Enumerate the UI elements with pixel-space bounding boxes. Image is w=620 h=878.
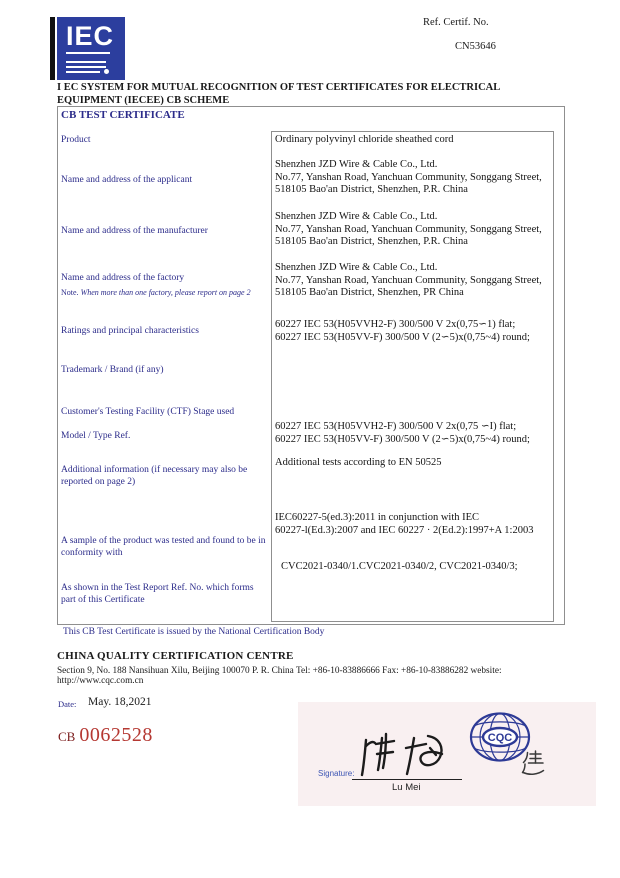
value-line: Shenzhen JZD Wire & Cable Co., Ltd. [275, 211, 438, 222]
label-factory: Name and address of the factory [61, 273, 185, 283]
value-product: Ordinary polyvinyl chloride sheathed cord [275, 134, 454, 145]
value-manufacturer [275, 211, 547, 249]
value-line: 518105 Bao'an District, Shenzhen, P.R. China [275, 236, 468, 248]
signature-name: Lu Mei [392, 782, 421, 793]
stamp-side-character-jian [521, 750, 545, 776]
label-applicant: Name and address of the applicant [61, 175, 193, 185]
value-line: No.77, Yanshan Road, Yanchuan Community, Songgang Street, [275, 274, 542, 286]
iec-logo-line [66, 61, 106, 63]
label-ratings: Ratings and principal characteristics [61, 326, 199, 336]
ref-certif-label: Ref. Certif. No. [423, 17, 489, 28]
value-line: Shenzhen JZD Wire & Cable Co., Ltd. [275, 262, 438, 273]
value-model [275, 421, 547, 446]
certificate-title: CB TEST CERTIFICATE [61, 109, 185, 121]
iec-logo-side-bar [50, 17, 55, 80]
ncb-address: Section 9, No. 188 Nansihuan Xilu, Beijing 100070 P. R. China Tel: +86-10-83886666 Fax: +86-10-83886282 website: http://www.cqc.com.cn [57, 666, 502, 686]
ref-certif-number: CN53646 [455, 41, 496, 52]
date-label: Date: [58, 699, 77, 709]
label-product: Product [61, 135, 91, 145]
factory-note [61, 288, 266, 297]
cb-mark-number: 0062528 [79, 724, 153, 746]
signature-label: Signature: [318, 769, 355, 778]
label-trademark: Trademark / Brand (if any) [61, 365, 164, 375]
ncb-name: CHINA QUALITY CERTIFICATION CENTRE [57, 650, 294, 662]
factory-note-text: When more than one factory, please report on page 2 [78, 288, 251, 297]
label-test-report: As shown in the Test Report Ref. No. which forms part of this Certificate [61, 583, 254, 605]
issued-note: This CB Test Certificate is issued by the National Certification Body [63, 627, 325, 637]
value-line: No.77, Yanshan Road, Yanchuan Community, Songgang Street, [275, 171, 542, 183]
label-conformity: A sample of the product was tested and found to be in conformity with [61, 536, 266, 558]
iec-logo-dot [104, 69, 109, 74]
value-line: 60227 IEC 53(H05VVH2-F) 300/500 V 2x(0,75 ∽I) flat; [275, 421, 517, 432]
iec-logo-line [66, 71, 100, 73]
value-line: No.77, Yanshan Road, Yanchuan Community, Songgang Street, [275, 223, 542, 235]
value-additional-info: Additional tests according to EN 50525 [275, 457, 442, 468]
iec-logo-text: IEC [66, 21, 115, 51]
label-ctf: Customer's Testing Facility (CTF) Stage used [61, 407, 235, 417]
value-line: 60227-l(Ed.3):2007 and IEC 60227 · 2(Ed.2):1997+A 1:2003 [275, 524, 534, 536]
value-line: 60227 IEC 53(H05VV-F) 300/500 V (2∽5)x(0,75~4) round; [275, 331, 530, 343]
factory-note-prefix: Note. [61, 288, 79, 297]
scheme-title: I EC SYSTEM FOR MUTUAL RECOGNITION OF TEST CERTIFICATES FOR ELECTRICAL EQUIPMENT (IECEE) CB SCHEME [57, 82, 500, 106]
label-additional-info: Additional information (if necessary may also be reported on page 2) [61, 465, 248, 487]
signature-line [352, 779, 462, 780]
value-line: 60227 IEC 53(H05VV-F) 300/500 V (2∽5)x(0,75~4) round; [275, 433, 530, 445]
value-test-report: CVC2021-0340/1.CVC2021-0340/2, CVC2021-0340/3; [281, 561, 518, 572]
date-value: May. 18,2021 [88, 696, 152, 708]
iec-logo-underline [66, 52, 110, 54]
value-ratings [275, 319, 547, 344]
value-line: 518105 Bao'an District, Shenzhen, PR China [275, 287, 464, 299]
label-manufacturer: Name and address of the manufacturer [61, 226, 208, 236]
value-line: IEC60227-5(ed.3):2011 in conjunction with IEC [275, 512, 480, 523]
signature-handwriting [352, 730, 464, 778]
value-line: 518105 Bao'an District, Shenzhen, P.R. China [275, 184, 468, 196]
value-factory [275, 262, 547, 300]
label-model: Model / Type Ref. [61, 431, 131, 441]
value-line: Shenzhen JZD Wire & Cable Co., Ltd. [275, 159, 438, 170]
iec-logo [57, 17, 125, 80]
value-applicant [275, 159, 547, 197]
value-line: 60227 IEC 53(H05VVH2-F) 300/500 V 2x(0,75∽1) flat; [275, 319, 516, 330]
cqc-stamp-text: CQC [487, 732, 513, 744]
cb-mark [58, 724, 153, 747]
value-conformity [275, 512, 547, 537]
iec-logo-line [66, 66, 106, 68]
cb-mark-prefix: CB [58, 729, 76, 744]
certificate-value-box [271, 131, 554, 622]
